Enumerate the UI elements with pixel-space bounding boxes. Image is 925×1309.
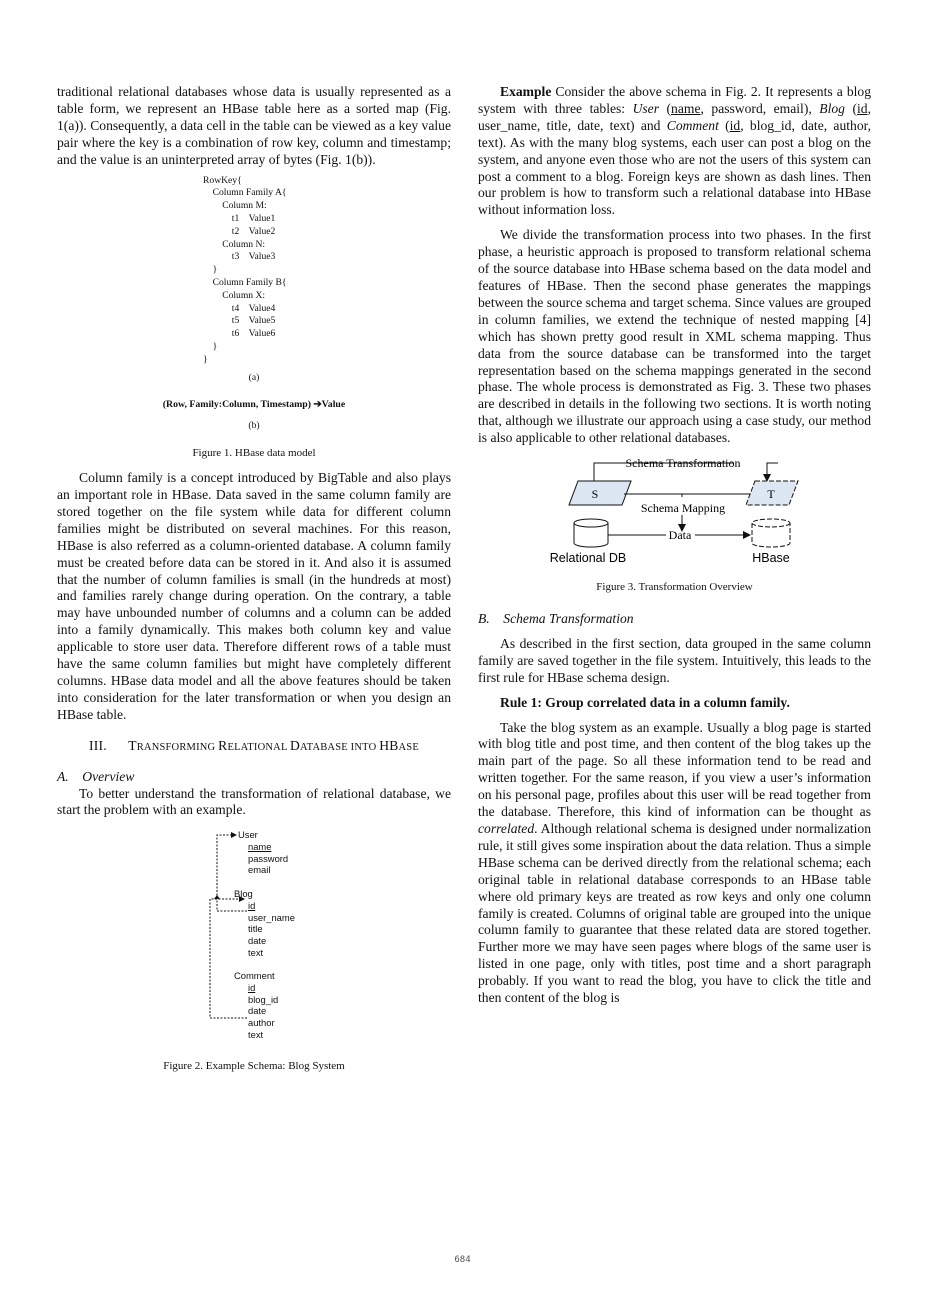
- sorted-map-line: }: [203, 264, 218, 276]
- sorted-map-line: RowKey{: [203, 174, 242, 186]
- figure-1: [57, 175, 451, 463]
- sorted-map-line: t4 Value4: [203, 302, 276, 314]
- sorted-map-line: Column M:: [203, 200, 267, 212]
- schema-primary-key: id: [248, 899, 256, 911]
- schema-column: date: [248, 934, 267, 946]
- schema-column: title: [248, 923, 263, 935]
- sorted-map-line: t1 Value1: [203, 212, 276, 224]
- text: (: [659, 100, 672, 116]
- primary-key-id: id: [729, 117, 741, 133]
- table-name-user: User: [632, 100, 660, 116]
- sorted-map-line: Column X:: [203, 289, 266, 301]
- figure-3-caption: Figure 3. Transformation Overview: [596, 581, 753, 594]
- relational-db-cylinder: [574, 519, 608, 547]
- figure-1b-label: (b): [248, 420, 260, 432]
- section-heading-iii: [57, 738, 451, 757]
- sorted-map-line: t2 Value2: [203, 225, 276, 237]
- sorted-map-line: Column Family A{: [203, 187, 287, 199]
- schema-table-name: Blog: [234, 888, 253, 900]
- schema-column: text: [248, 946, 264, 958]
- sorted-map-line: }: [203, 340, 218, 352]
- sorted-map-line: t6 Value6: [203, 328, 276, 340]
- text: , password, email),: [700, 100, 820, 116]
- paragraph-hbase-table: traditional relational databases whose data is usually represented as a table form, we represent an HBase table here as a sorted map (Fig. 1(a)). Consequently, a data cell in the table can be viewed as a key value pair where the key is a combination of row key, column and timestamp; and the value is an uninterpreted array of bytes (Fig. 1(b)).: [57, 84, 451, 167]
- schema-column: user_name: [248, 911, 295, 923]
- schema-primary-key: id: [248, 982, 256, 994]
- schema-column: date: [248, 1005, 267, 1017]
- table-name-blog: Blog: [819, 100, 845, 116]
- section-title-part: R: [218, 737, 228, 753]
- sorted-map-line: Column Family B{: [203, 276, 287, 288]
- section-title-part: HB: [379, 737, 399, 753]
- schema-table-blog: [234, 888, 295, 958]
- schema-primary-key: name: [248, 841, 272, 853]
- paragraph-two-phases: We divide the transformation process into two phases. In the first phase, a heuristic approach is proposed to transform relational schema of the source database into HBase schema based on the data model and features of HBase. Then the second phase generates the mappings between the source schema and target schema. Since values are grouped in column families, we extend the technique of nested mapping [4] which has shown pretty good result in XML schema mapping. Thus data from the source database can be transformed into the target representation based on the schema mappings generated in the second phase. The whole process is demonstrated as Fig. 3. These two phases are described in details in the following two sections. It is worth noting that, although we illustrate our approach using a case study, our method is also applicable to other relational databases.: [478, 227, 871, 446]
- text: , blog_id, date, author, text). As with the many blog systems, each user can post a blog on the system, and anyone even those who are not the users of this system can post a comment to a blog. Foreign keys are shown as dash lines. Then our problem is how to transform such a relational database into HBase without information loss.: [478, 117, 871, 218]
- figure-2-caption: Figure 2. Example Schema: Blog System: [163, 1060, 345, 1073]
- section-title-part: ASE: [398, 741, 419, 753]
- schema-transformation-arrow: [767, 463, 778, 481]
- label-schema-mapping: Schema Mapping: [640, 501, 726, 516]
- label-hbase: HBase: [752, 551, 790, 566]
- arrowhead-crossing: [214, 895, 220, 899]
- text: (: [844, 100, 857, 116]
- schema-column: email: [248, 864, 271, 876]
- schema-table-name: User: [238, 829, 258, 841]
- table-name-comment: Comment: [666, 117, 719, 133]
- section-number: III.: [89, 737, 107, 753]
- label-target: T: [767, 487, 775, 502]
- text: Consider the above schema in Fig. 2. It represents a blog system with three tables:: [478, 84, 871, 116]
- emphasis-correlated: correlated: [478, 821, 535, 836]
- label-relational-db: Relational DB: [549, 551, 627, 566]
- label-data: Data: [668, 528, 692, 543]
- source-schema-shape: [569, 481, 631, 505]
- schema-table-comment: [234, 970, 295, 1040]
- text: . Although relational schema is designed under normalization rule, it still gives some inspiration about the data relation. Thus a simple HBase schema can be derived directly from the relational schema; each original table in relational database corresponds to an HBase table where old primary keys are treated as row keys and only one column family is created. Columns of original table are grouped into the unique column family to guarantee that these related data are stored together. Further more we may have seen pages where blogs of the same user is listed in one page, only with titles, post time and a short paragraph probably. If you want to read the blog, you have to click the title and then content of the blog is: [478, 821, 871, 1006]
- figure-3-diagram: [478, 459, 871, 583]
- figure-1b-formula: (Row, Family:Column, Timestamp) ➔Value: [162, 399, 346, 411]
- section-title: [128, 738, 419, 753]
- sorted-map-line: Column N:: [203, 238, 266, 250]
- figure-2-schema: [57, 829, 451, 1073]
- subsection-heading-overview: A. Overview: [57, 768, 135, 784]
- left-column: [57, 84, 451, 1073]
- schema-column: text: [248, 1028, 264, 1040]
- label-source: S: [591, 487, 599, 502]
- sorted-map-line: t5 Value5: [203, 315, 276, 327]
- sorted-map-line: }: [203, 353, 208, 365]
- section-title-part: ATABASE INTO: [300, 741, 380, 753]
- primary-key-name: name: [671, 100, 701, 116]
- paragraph-blog-example: [478, 720, 871, 1007]
- figure-3-transformation-overview: [478, 459, 871, 594]
- text: (: [718, 117, 730, 133]
- primary-key-id: id: [856, 100, 868, 116]
- subsection-heading-schema-transformation: B. Schema Transformation: [478, 611, 634, 627]
- schema-column: password: [248, 852, 289, 864]
- paragraph-example: [478, 84, 871, 219]
- section-title-part: ELATIONAL: [227, 741, 291, 753]
- schema-column: author: [248, 1017, 275, 1029]
- page-number: 684: [454, 1255, 471, 1265]
- rule-1: Rule 1: Group correlated data in a column family.: [500, 694, 790, 710]
- figure-2-tables: [234, 829, 295, 1052]
- paragraph-schema-transformation: As described in the first section, data grouped in the same column family are saved together in the file system. Intuitively, this leads to the first rule for HBase schema design.: [478, 635, 871, 685]
- right-column: [478, 84, 871, 1007]
- section-title-part: D: [290, 737, 301, 753]
- figure-1a-sorted-map: [203, 175, 451, 367]
- section-title-part: T: [128, 737, 137, 753]
- label-schema-transformation: Schema Transformation: [625, 459, 741, 471]
- section-title-part: RANSFORMING: [136, 741, 219, 753]
- sorted-map-line: t3 Value3: [203, 251, 276, 263]
- schema-column: blog_id: [248, 993, 279, 1005]
- figure-1-caption: Figure 1. HBase data model: [192, 447, 316, 460]
- paragraph-overview: To better understand the transformation of relational database, we start the problem with an example.: [57, 785, 451, 818]
- figure-1a-label: (a): [248, 372, 260, 384]
- text: , user_name, title, date, text) and: [478, 100, 871, 133]
- text: Take the blog system as an example. Usually a blog page is started with blog title and post time, and then content of the blog takes up the main part of the page. So all these information tend to be read and written together. For the same reason, if you view a user’s information on his personal page, profiles about this user will be read together from the database. Therefore, this kind of information can be thought as: [478, 719, 871, 820]
- paragraph-column-family: Column family is a concept introduced by BigTable and also plays an important role in HBase. Data saved in the same column family are stored together on the file system while data for different column families might be distributed on several machines. For this reason, HBase is also referred as a column-oriented database. A column family must be created before data can be stored in it. And also it is assumed that the number of column families is small (in the hundreds at most) and families rarely change during operation. On the contrary, a table may have unbounded number of columns and a column can be added into a family dynamically. This makes both column key and value applicable to store user data. Therefore different rows of a table must have the same column families but might have completely different columns. HBase data model and all the above features should be taken into consideration for the later transformation or when you design an HBase table.: [57, 470, 451, 722]
- schema-table-name: Comment: [234, 970, 275, 982]
- hbase-cylinder: [752, 519, 790, 547]
- example-label: Example: [500, 84, 552, 99]
- schema-table-user: [234, 829, 295, 876]
